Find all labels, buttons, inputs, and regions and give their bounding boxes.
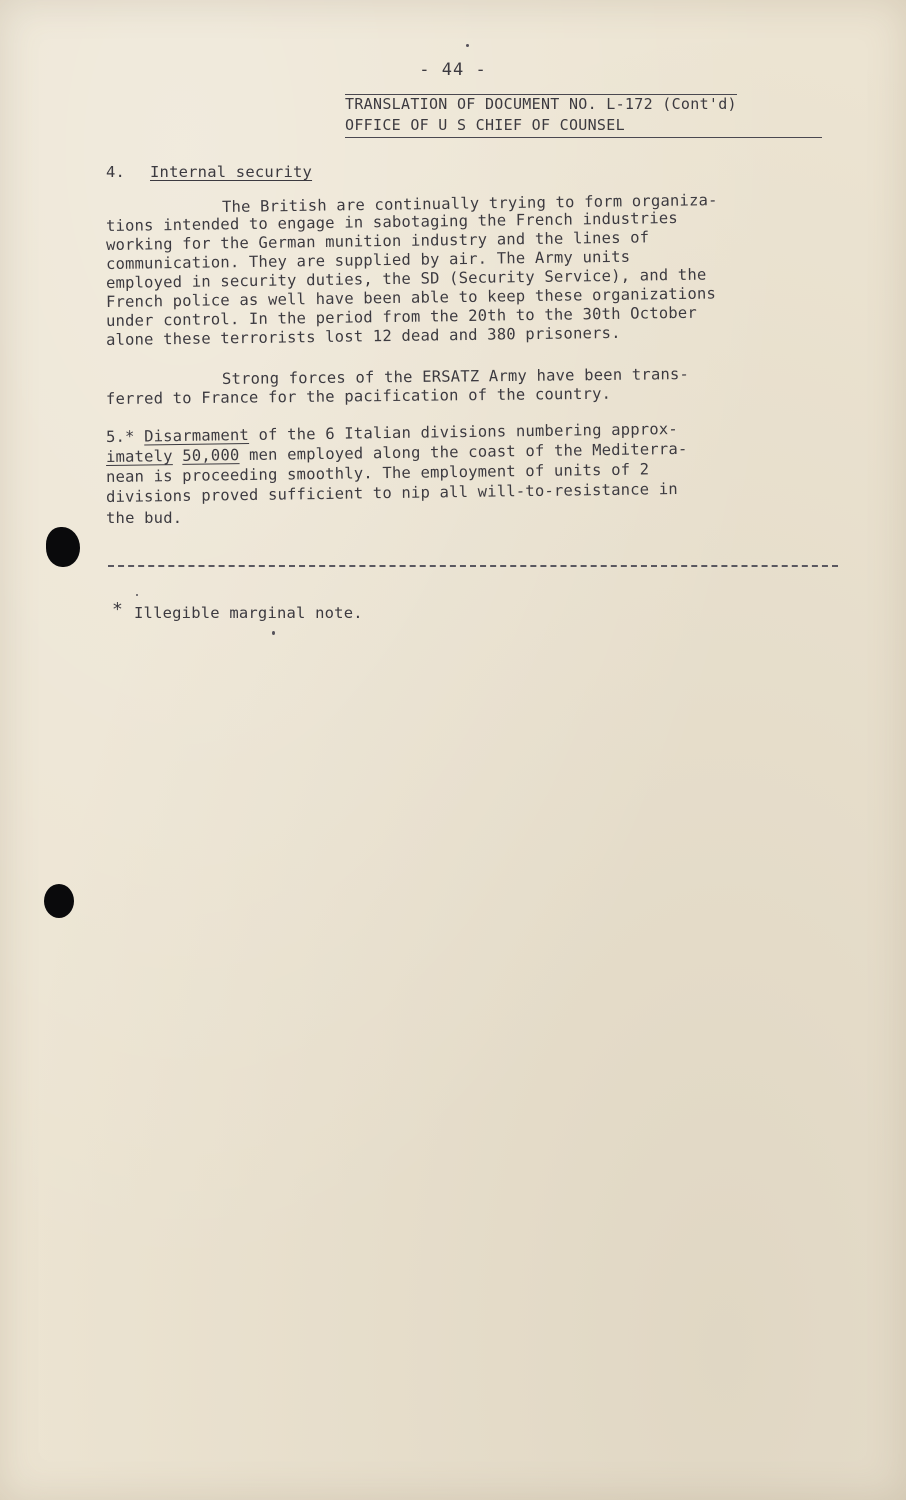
footnote-text: Illegible marginal note.: [134, 604, 363, 622]
header-underline: [345, 137, 822, 138]
office-header: OFFICE OF U S CHIEF OF COUNSEL: [345, 116, 625, 134]
section-5-line: nean is proceeding smoothly. The employment of units of 2: [105, 460, 650, 486]
footnote-separator: [108, 565, 838, 567]
section-5-text: of the 6 Italian divisions numbering approx-: [258, 420, 679, 444]
ink-speck: [466, 44, 469, 47]
section-5-text: imately: [105, 447, 173, 466]
paragraph-line: under control. In the period from the 20th to the 30th October: [105, 303, 698, 330]
section-5-text: men employed along the coast of the Mediterra-: [248, 439, 688, 465]
paragraph-line: communication. They are supplied by air. The Army units: [105, 247, 631, 273]
section-5-figure: 50,000: [182, 446, 240, 465]
punch-hole: [46, 527, 80, 567]
paragraph-line: alone these terrorists lost 12 dead and 380 prisoners.: [105, 323, 621, 349]
ink-speck: [272, 631, 275, 635]
section-5-line: the bud.: [106, 509, 183, 527]
paragraph-line: The British are continually trying to form organiza-: [221, 191, 718, 216]
paragraph-line: tions intended to engage in sabotaging the French industries: [105, 209, 678, 235]
page-number: - 44 -: [419, 60, 487, 80]
section-4-title: Internal security: [150, 163, 313, 181]
paragraph-line: working for the German munition industry and the lines of: [105, 228, 650, 254]
footnote-marker: *: [112, 599, 124, 620]
paragraph-line: French police as well have been able to keep these organizations: [105, 284, 717, 311]
paragraph-line: Strong forces of the ERSATZ Army have been trans-: [221, 365, 690, 388]
section-5-heading: Disarmament: [144, 426, 250, 446]
section-5-line: divisions proved sufficient to nip all will-to-resistance in: [105, 480, 678, 506]
ink-speck: [136, 594, 138, 596]
paragraph-line: employed in security duties, the SD (Security Service), and the: [105, 265, 707, 292]
section-5-number: 5.*: [105, 427, 135, 446]
punch-hole: [44, 884, 74, 918]
translation-header: TRANSLATION OF DOCUMENT NO. L-172 (Cont'd): [345, 95, 737, 113]
section-4-number: 4.: [106, 163, 126, 181]
paragraph-line: ferred to France for the pacification of the country.: [105, 384, 612, 408]
